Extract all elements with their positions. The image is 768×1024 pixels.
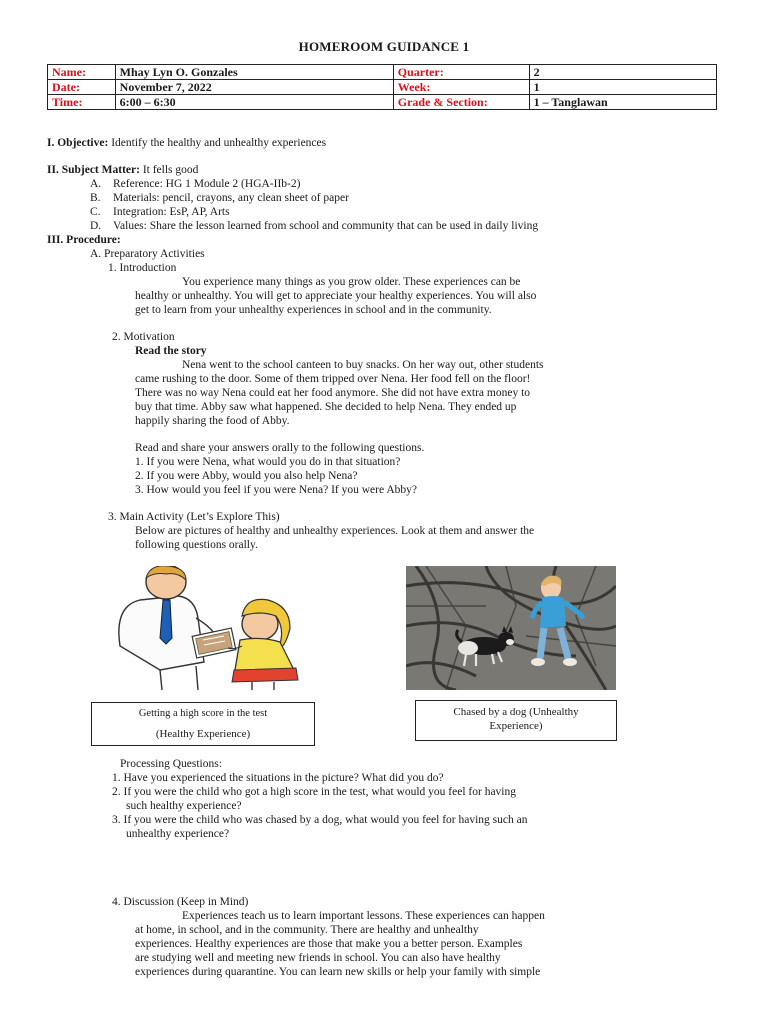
- processing-item: such healthy experience?: [126, 800, 242, 812]
- table-row: [48, 95, 717, 110]
- grade-value: 1 – Tanglawan: [529, 95, 716, 110]
- intro-line: healthy or unhealthy. You will get to appreciate your healthy experiences. You will also: [135, 290, 537, 302]
- discussion-heading: 4. Discussion (Keep in Mind): [112, 896, 249, 908]
- processing-item: unhealthy experience?: [126, 828, 230, 840]
- story-line: buy that time. Abby saw what happened. She decided to help Nena. They ended up: [135, 401, 517, 413]
- time-value: 6:00 – 6:30: [115, 95, 393, 110]
- table-row: [48, 65, 717, 80]
- discussion-line: experiences. Healthy experiences are those that make you a better person. Examples: [135, 938, 523, 950]
- list-item-text: Materials: pencil, crayons, any clean sheet of paper: [113, 192, 349, 204]
- processing-item: 2. If you were the child who got a high score in the test, what would you feel for having: [112, 786, 516, 798]
- objective-text: Identify the healthy and unhealthy experiences: [111, 137, 327, 149]
- caption-unhealthy-type: Experience): [489, 720, 543, 732]
- story-line: There was no way Nena could eat her food anymore. She did not have extra money to: [135, 387, 531, 399]
- main-activity-line: following questions orally.: [135, 539, 258, 551]
- read-share-line: Read and share your answers orally to the following questions.: [135, 442, 425, 454]
- table-row: [48, 80, 717, 95]
- intro-line: get to learn from your unhealthy experiences in school and in the community.: [135, 304, 492, 316]
- chased-by-dog-photo: [406, 566, 616, 690]
- caption-healthy-type: (Healthy Experience): [155, 728, 251, 740]
- list-item: [90, 206, 230, 220]
- date-value: November 7, 2022: [115, 80, 393, 95]
- story-line: Nena went to the school canteen to buy snacks. On her way out, other students: [182, 359, 544, 371]
- date-label: Date:: [48, 80, 116, 95]
- story-line: came rushing to the door. Some of them tripped over Nena. Her food fell on the floor!: [135, 373, 531, 385]
- question-item: 3. How would you feel if you were Nena? If you were Abby?: [135, 484, 417, 496]
- quarter-label: Quarter:: [393, 65, 529, 80]
- objective-line: [47, 137, 326, 151]
- discussion-line: at home, in school, and in the community. There are healthy and unhealthy: [135, 924, 479, 936]
- list-item: [90, 220, 538, 234]
- dog-chase-drawing: [406, 566, 616, 690]
- main-activity-line: Below are pictures of healthy and unhealthy experiences. Look at them and answer the: [135, 525, 535, 537]
- procedure-label: III. Procedure:: [47, 234, 121, 246]
- name-value: Mhay Lyn O. Gonzales: [115, 65, 393, 80]
- discussion-line: are studying well and meeting new friends in school. You can also have healthy: [135, 952, 501, 964]
- caption-unhealthy-title: Chased by a dog (Unhealthy: [453, 706, 579, 718]
- intro-heading: 1. Introduction: [108, 262, 177, 274]
- processing-item: 1. Have you experienced the situations in the picture? What did you do?: [112, 772, 444, 784]
- list-item-text: Reference: HG 1 Module 2 (HGA-IIb-2): [113, 178, 301, 190]
- time-label: Time:: [48, 95, 116, 110]
- list-item-text: Values: Share the lesson learned from school and community that can be used in daily living: [113, 220, 539, 232]
- processing-item: 3. If you were the child who was chased by a dog, what would you feel for having such an: [112, 814, 528, 826]
- list-marker: D.: [90, 220, 102, 232]
- week-value: 1: [529, 80, 716, 95]
- read-story-heading: Read the story: [135, 345, 207, 357]
- list-item-text: Integration: EsP, AP, Arts: [113, 206, 230, 218]
- caption-healthy-title: Getting a high score in the test: [138, 708, 268, 719]
- caption-unhealthy: [415, 700, 617, 741]
- subject-label: II. Subject Matter:: [47, 164, 140, 176]
- question-item: 2. If you were Abby, would you also help Nena?: [135, 470, 358, 482]
- section-a-heading: A. Preparatory Activities: [90, 248, 205, 260]
- list-marker: C.: [90, 206, 101, 218]
- story-line: happily sharing the food of Abby.: [135, 415, 290, 427]
- teacher-student-drawing: [100, 566, 310, 690]
- list-item: [90, 192, 349, 206]
- name-label: Name:: [48, 65, 116, 80]
- quarter-value: 2: [529, 65, 716, 80]
- motivation-heading: 2. Motivation: [112, 331, 175, 343]
- discussion-line: experiences during quarantine. You can learn new skills or help your family with simple: [135, 966, 541, 978]
- week-label: Week:: [393, 80, 529, 95]
- processing-heading: Processing Questions:: [120, 758, 222, 770]
- objective-label: I. Objective:: [47, 137, 109, 149]
- grade-label: Grade & Section:: [393, 95, 529, 110]
- intro-line: You experience many things as you grow older. These experiences can be: [182, 276, 521, 288]
- discussion-line: Experiences teach us to learn important lessons. These experiences can happen: [182, 910, 545, 922]
- teacher-student-illustration: [100, 566, 310, 690]
- subject-line: [47, 164, 198, 178]
- caption-healthy: [91, 702, 315, 746]
- info-table: [47, 64, 717, 110]
- page-title: HOMEROOM GUIDANCE 1: [298, 39, 470, 54]
- question-item: 1. If you were Nena, what would you do in that situation?: [135, 456, 401, 468]
- subject-text: It fells good: [142, 164, 199, 176]
- list-marker: B.: [90, 192, 101, 204]
- list-item: [90, 178, 300, 192]
- main-activity-heading: 3. Main Activity (Let’s Explore This): [108, 511, 280, 523]
- list-marker: A.: [90, 178, 102, 190]
